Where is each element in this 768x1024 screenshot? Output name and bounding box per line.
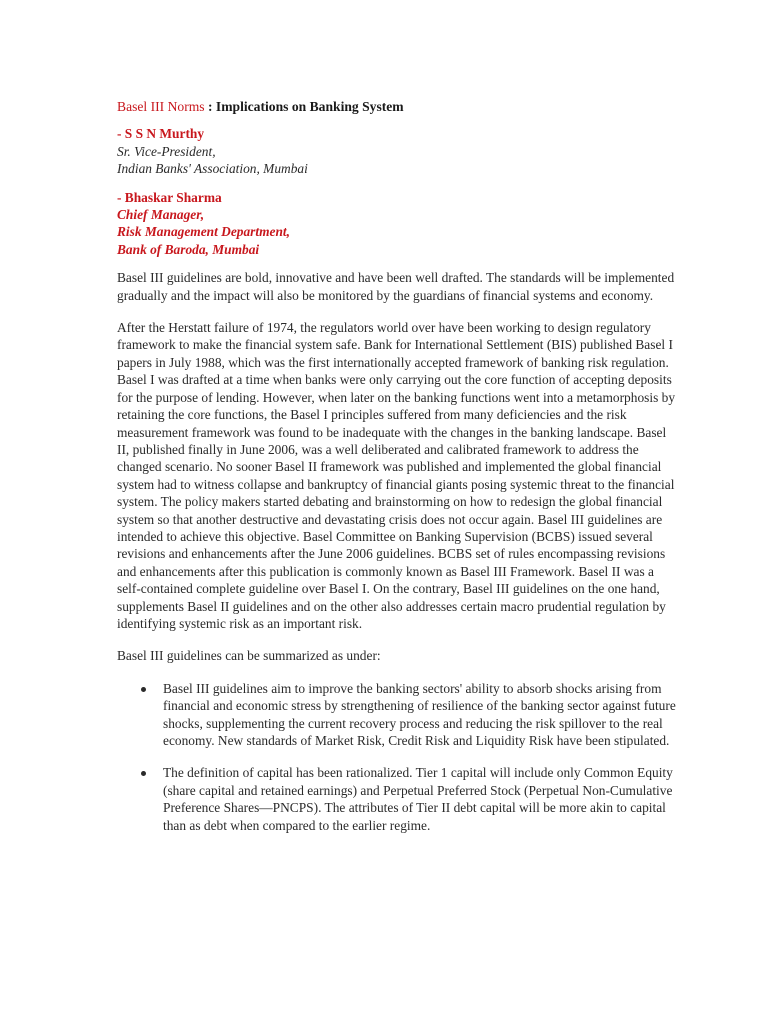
author-role-line: Sr. Vice-President, [117,143,216,159]
author-block-1 [117,125,679,177]
body-paragraph: Basel III guidelines can be summarized as under: [117,648,381,664]
list-item-text: Basel III guidelines aim to improve the banking sectors' ability to absorb shocks arising from financial and economic stress by strengthening of resilience of the banking sector against future shocks, supplementing the current recovery process and reducing the risk spillover to the real economy. New standards of Market Risk, Credit Risk and Liquidity Risk have been stipulated. [163,680,676,748]
summary-bullet-list [117,680,679,834]
document-title [117,98,679,115]
list-item-text: The definition of capital has been rationalized. Tier 1 capital will include only Common Equity (share capital and retained earnings) and Perpetual Preferred Stock (Perpetual Non-Cumulative Preference Shares—PNCPS). The attributes of Tier II debt capital will be more akin to capital than as debt when compared to the earlier regime. [163,765,673,833]
author-role-line: Indian Banks' Association, Mumbai [117,161,308,177]
title-red-part: Basel III Norms [117,99,205,114]
author-role-line: Chief Manager, [117,207,205,223]
author-name: - S S N Murthy [117,126,205,142]
list-item [117,680,679,750]
body-paragraph: After the Herstatt failure of 1974, the regulators world over have been working to design regulatory framework to make the financial system safe. Bank for International Settlement (BIS) published Basel I papers in July 1988, which was the first internationally accepted framework of banking risk regulation. Basel I was drafted at a time when banks were only carrying out the core function of accepting deposits for the purpose of lending. However, when later on the banking functions went into a metamorphosis by retaining the core functions, the Basel I principles suffered from many deficiencies and the risk measurement framework was found to be inadequate with the changes in the banking landscape. Basel II, published finally in June 2006, was a well deliberated and calibrated framework to address the changed scenario. No sooner Basel II framework was published and implemented the global financial system had to witness collapse and bankruptcy of financial giants posing systemic threat to the financial system. The policy makers started debating and brainstorming on how to redesign the global financial system so that another destructive and devastating crisis does not occur again. Basel III guidelines are intended to achieve this objective. Basel Committee on Banking Supervision (BCBS) issued several revisions and enhancements after the June 2006 guidelines. BCBS set of rules encompassing revisions and enhancements after this publication is commonly known as Basel III Framework. Basel II was a self-contained complete guideline over Basel I. On the contrary, Basel III guidelines on the one hand, supplements Basel II guidelines and on the other also addresses certain macro prudential regulation by identifying systemic risk as an important risk. [117,320,676,631]
author-name: - Bhaskar Sharma [117,189,222,205]
bullet-icon [141,771,146,776]
author-role-line: Risk Management Department, [117,224,290,240]
author-block-2 [117,189,679,259]
title-black-part: Implications on Banking System [215,99,404,114]
list-item [117,764,679,834]
document-page [117,98,679,849]
body-paragraph: Basel III guidelines are bold, innovative and have been well drafted. The standards will be implemented gradually and the impact will also be monitored by the guardians of financial systems and economy. [117,270,675,303]
title-separator: : [204,99,216,114]
bullet-icon [141,687,146,692]
author-role-line: Bank of Baroda, Mumbai [117,241,260,257]
